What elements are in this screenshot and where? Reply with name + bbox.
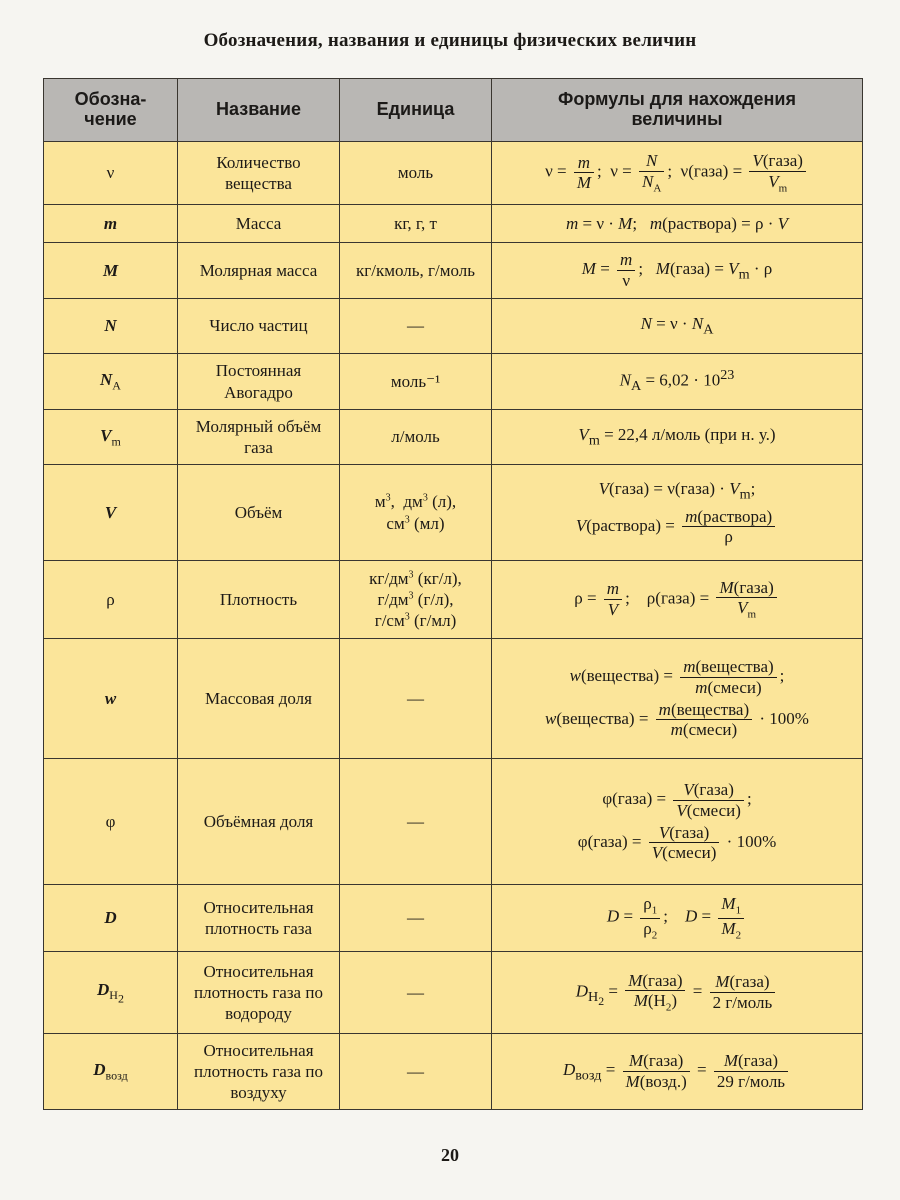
cell-formula: V(газа) = ν(газа) · $V_m$; V(раствора) = $\frac{\text{m(раствора)}}{\rho}$ xyxy=(492,465,863,561)
table-row xyxy=(44,561,863,639)
cell-name: Масса xyxy=(178,205,340,243)
table-row xyxy=(44,410,863,465)
cell-symbol: $V_m$ xyxy=(44,410,178,465)
cell-unit: $м^3$, $дм^3$ (л), $см^3$ (мл) xyxy=(340,465,492,561)
cell-symbol: N xyxy=(44,299,178,354)
cell-formula: φ(газа) = $\frac{\text{V(газа)}}{\text{V(смеси)}}$ ; φ(газа) = $\frac{\text{V(газа)}}{\text{V(смеси)}}$ · 100% xyxy=(492,759,863,885)
cell-name: Объём xyxy=(178,465,340,561)
cell-name: Относительная плотность газа по воздуху xyxy=(178,1034,340,1110)
table-row xyxy=(44,243,863,299)
cell-unit: — xyxy=(340,1034,492,1110)
cell-formula: M = $\frac{m}{\nu}$ ; M(газа) = $V_m \cdot \rho$ xyxy=(492,243,863,299)
header-name: Название xyxy=(178,79,340,142)
table-row xyxy=(44,142,863,205)
cell-name: Число частиц xyxy=(178,299,340,354)
cell-unit: моль⁻¹ xyxy=(340,354,492,410)
cell-formula: $D_{возд}$ = $\frac{\text{M(газа)}}{\text{M(возд.)}}$ = $\frac{\text{M(газа)}}{\text{29 г/моль}}$ xyxy=(492,1034,863,1110)
cell-unit: л/моль xyxy=(340,410,492,465)
cell-unit: кг/кмоль, г/моль xyxy=(340,243,492,299)
table-row xyxy=(44,885,863,952)
cell-formula: $V_m = 22,4$ л/моль (при н. у.) xyxy=(492,410,863,465)
cell-unit: моль xyxy=(340,142,492,205)
cell-name: Объёмная доля xyxy=(178,759,340,885)
table-row xyxy=(44,354,863,410)
cell-name: Массовая доля xyxy=(178,639,340,759)
page-title: Обозначения, названия и единицы физических величин xyxy=(203,30,697,51)
cell-formula: $N_A = 6,02 \cdot 10^{23}$ xyxy=(492,354,863,410)
cell-unit: — xyxy=(340,299,492,354)
table-row xyxy=(44,1034,863,1110)
cell-name: Постоянная Авогадро xyxy=(178,354,340,410)
cell-formula: D = $\frac{\rho_1}{\rho_2}$ ; D = $\frac{M_1}{M_2}$ xyxy=(492,885,863,952)
header-unit: Единица xyxy=(340,79,492,142)
cell-name: Молярная масса xyxy=(178,243,340,299)
cell-symbol: M xyxy=(44,243,178,299)
table-row xyxy=(44,205,863,243)
cell-unit: — xyxy=(340,639,492,759)
cell-symbol: $D_{H_2}$ xyxy=(44,952,178,1034)
header-formula: Формулы для нахождения величины xyxy=(492,79,863,142)
table-row xyxy=(44,759,863,885)
cell-formula: $D_{H_2}$ = $\frac{\text{M(газа)}}{M(H_2)}$ = $\frac{\text{M(газа)}}{\text{2 г/моль}}$ xyxy=(492,952,863,1034)
cell-symbol: V xyxy=(44,465,178,561)
cell-symbol: w xyxy=(44,639,178,759)
cell-formula: w(вещества) = $\frac{\text{m(вещества)}}{\text{m(смеси)}}$ ; w(вещества) = $\frac{\text{m(вещества)}}{\text{m(смеси)}}$ · 100% xyxy=(492,639,863,759)
cell-symbol: φ xyxy=(44,759,178,885)
cell-formula: ρ = $\frac{m}{V}$ ; ρ(газа) = $\frac{\text{M(газа)}}{V_m}$ xyxy=(492,561,863,639)
cell-formula: $N = \nu \cdot N_A$ xyxy=(492,299,863,354)
cell-unit: — xyxy=(340,952,492,1034)
cell-unit: $кг/дм^3$ (кг/л), $г/дм^3$ (г/л), $г/см^3$ (г/мл) xyxy=(340,561,492,639)
cell-formula: m = ν · M; m(раствора) = ρ · V xyxy=(492,205,863,243)
cell-unit: — xyxy=(340,885,492,952)
cell-formula: ν = $\frac{m}{M}$ ; ν = $\frac{N}{N_A}$ ; ν(газа) = $\frac{\text{V(газа)}}{V_m}$ xyxy=(492,142,863,205)
cell-unit: — xyxy=(340,759,492,885)
header-symbol: Обозна- чение xyxy=(44,79,178,142)
table-row xyxy=(44,465,863,561)
cell-symbol: ρ xyxy=(44,561,178,639)
cell-symbol: ν xyxy=(44,142,178,205)
cell-symbol: D xyxy=(44,885,178,952)
cell-name: Плотность xyxy=(178,561,340,639)
cell-name: Количество вещества xyxy=(178,142,340,205)
cell-name: Относительная плотность газа по водороду xyxy=(178,952,340,1034)
table-row xyxy=(44,952,863,1034)
cell-symbol: m xyxy=(44,205,178,243)
table-row xyxy=(44,299,863,354)
cell-unit: кг, г, т xyxy=(340,205,492,243)
table-row xyxy=(44,639,863,759)
cell-name: Молярный объём газа xyxy=(178,410,340,465)
page-number: 20 xyxy=(441,1145,459,1165)
table-header-row xyxy=(44,79,863,142)
cell-symbol: $D_{возд}$ xyxy=(44,1034,178,1110)
cell-symbol: $N_A$ xyxy=(44,354,178,410)
cell-name: Относительная плотность газа xyxy=(178,885,340,952)
quantities-table xyxy=(43,78,863,1110)
